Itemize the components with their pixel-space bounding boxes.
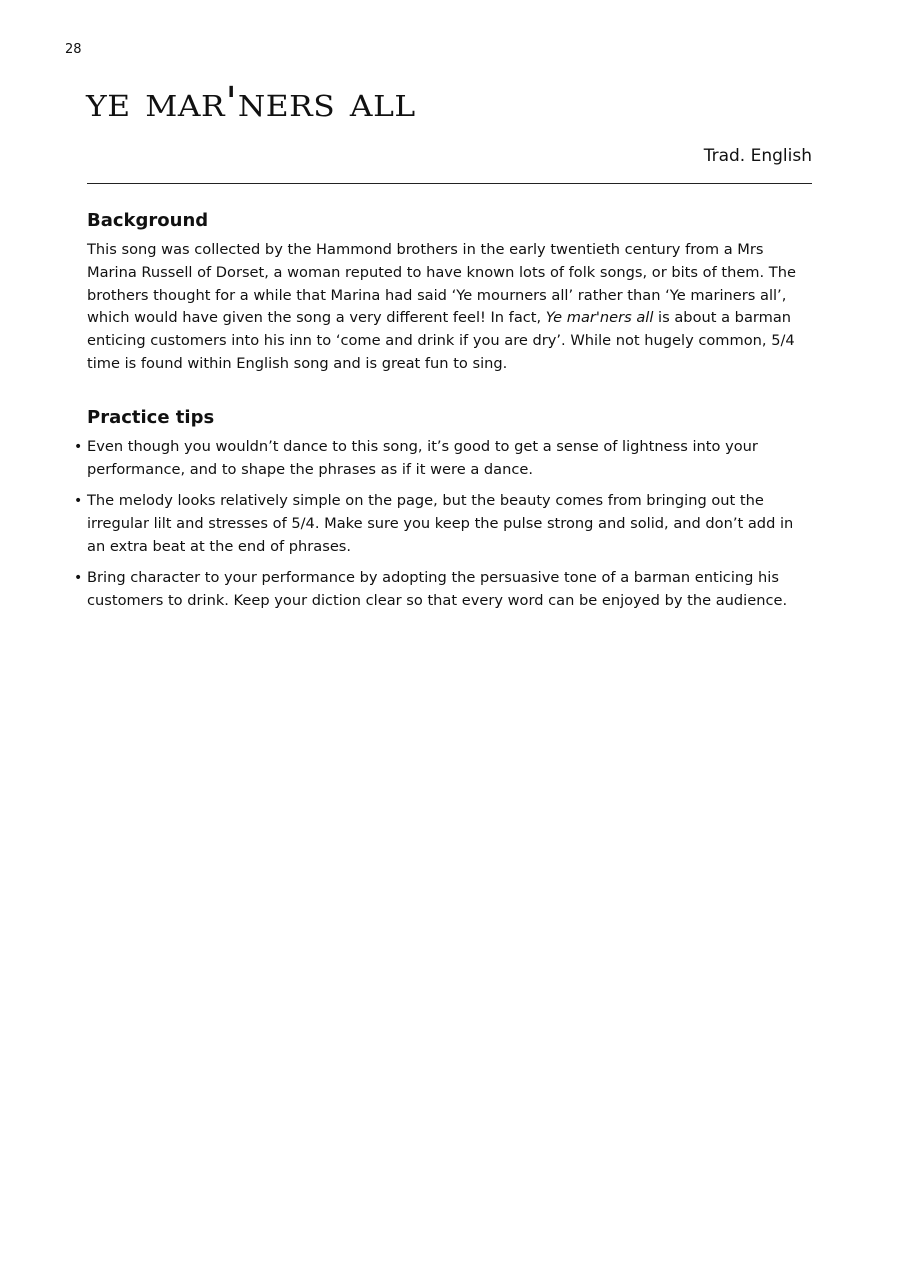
practice-tips-section <box>74 406 813 621</box>
list-item <box>74 436 813 482</box>
list-item <box>74 567 813 613</box>
tip-text: The melody looks relatively simple on the page, but the beauty comes from bringing out the irregular lilt and stresses of 5/4. Make sure you keep the pulse strong and solid, and don’t add in an extra beat at the end of phrases. <box>87 492 794 555</box>
background-section <box>87 209 813 376</box>
title-divider <box>87 183 812 184</box>
bullet-icon: • <box>74 493 83 510</box>
page-number: 28 <box>65 42 82 57</box>
song-attribution: Trad. English <box>703 146 812 166</box>
bullet-icon: • <box>74 569 83 586</box>
background-heading: Background <box>87 210 209 231</box>
bullet-icon: • <box>74 439 83 455</box>
tip-text: Bring character to your performance by adopting the persuasive tone of a barman enticing his customers to drink. Keep your diction clear so that every word can be enjoyed by the audience. <box>87 568 788 609</box>
song-title: ye mar'ners all <box>86 78 416 126</box>
background-text-outro: is about a barman enticing customers into his inn to ‘come and drink if you are dry’. While not hugely common, 5/4 time is found within English song and is great fun to sing. <box>87 309 795 372</box>
background-text-intro: This song was collected by the Hammond brothers in the early twentieth century from a Mrs Marina Russell of Dorset, a woman reputed to have known lots of folk songs, or bits of them. The brothers thought for a while that Marina had said ‘Ye mourners all’ rather than ‘Ye mariners all’, which would have given the song a very different feel! In fact, <box>87 241 796 327</box>
list-item <box>74 490 813 558</box>
song-title-italic: Ye mar'ners all <box>545 309 654 327</box>
background-paragraph <box>87 239 813 376</box>
practice-tips-heading: Practice tips <box>87 407 215 428</box>
practice-tips-list <box>74 436 813 613</box>
tip-text: Even though you wouldn’t dance to this song, it’s good to get a sense of lightness into your performance, and to shape the phrases as if it were a dance. <box>87 438 758 478</box>
